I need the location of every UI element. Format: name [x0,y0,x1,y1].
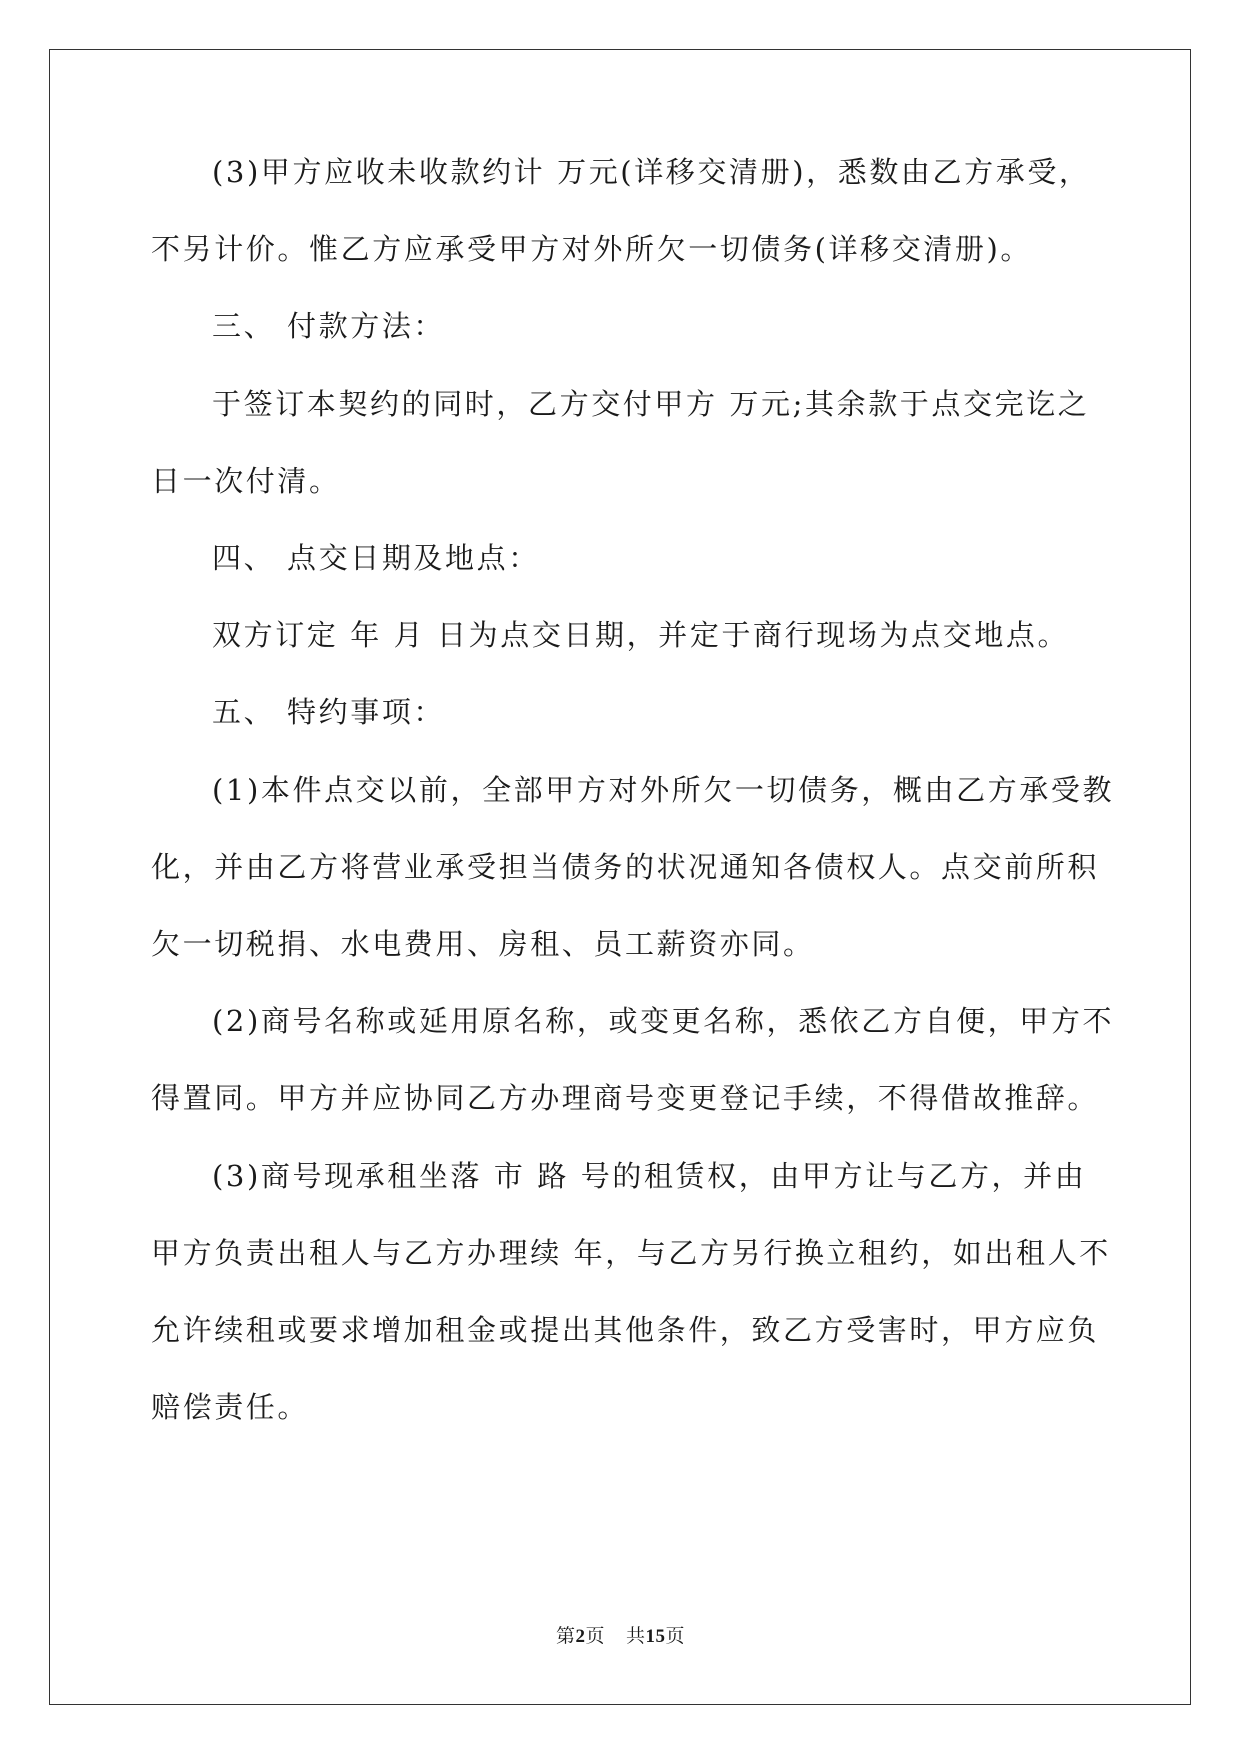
paragraph-line-7: 双方订定 年 月 日为点交日期，并定于商行现场为点交地点。 [212,618,1070,652]
footer-total-suffix: 页 [665,1626,686,1647]
footer-page-suffix: 页 [585,1626,605,1647]
paragraph-line-5: 日一次付清。 [151,464,341,498]
footer-page-number: 2 [575,1626,586,1647]
footer-total-prefix: 共 [626,1626,646,1647]
paragraph-line-15: 甲方负责出租人与乙方办理续 年，与乙方另行换立租约，如出租人不 [151,1236,1111,1270]
paragraph-line-14: (3)商号现承租坐落 市 路 号的租赁权，由甲方让与乙方，并由 [212,1159,1087,1193]
paragraph-line-13: 得置同。甲方并应协同乙方办理商号变更登记手续，不得借故推辞。 [151,1081,1100,1115]
footer-page-prefix: 第 [555,1626,576,1647]
footer-total-pages: 15 [645,1626,666,1647]
page-footer [0,1621,1241,1648]
paragraph-line-4: 于签订本契约的同时，乙方交付甲方 万元;其余款于点交完讫之 [212,387,1090,421]
paragraph-line-1: (3)甲方应收未收款约计 万元(详移交清册)，悉数由乙方承受， [212,155,1091,189]
paragraph-line-17: 赔偿责任。 [151,1390,310,1424]
paragraph-line-2: 不另计价。惟乙方应承受甲方对外所欠一切债务(详移交清册)。 [151,232,1033,266]
section-heading-special-terms: 五、 特约事项： [212,695,446,729]
paragraph-line-16: 允许续租或要求增加租金或提出其他条件，致乙方受害时，甲方应负 [151,1313,1100,1347]
paragraph-line-12: (2)商号名称或延用原名称，或变更名称，悉依乙方自便，甲方不 [212,1004,1115,1038]
paragraph-line-11: 欠一切税捐、水电费用、房租、员工薪资亦同。 [151,927,815,961]
section-heading-handover: 四、 点交日期及地点： [212,541,540,575]
section-heading-payment: 三、 付款方法： [212,309,446,343]
paragraph-line-10: 化，并由乙方将营业承受担当债务的状况通知各债权人。点交前所积 [151,850,1100,884]
paragraph-line-9: (1)本件点交以前，全部甲方对外所欠一切债务，概由乙方承受教 [212,773,1115,807]
